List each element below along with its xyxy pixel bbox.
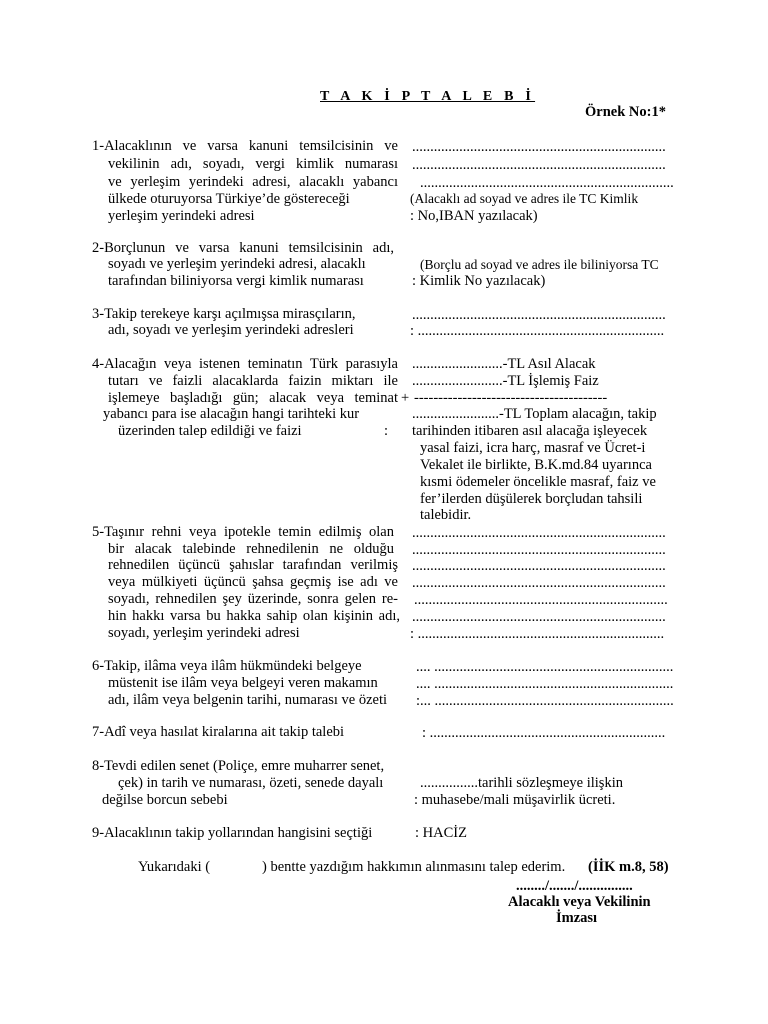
- section-1-note: (Alacaklı ad soyad ve adres ile TC Kimlik: [410, 191, 639, 206]
- section-4-note: fer’ilerden düşülerek borçludan tahsili: [420, 491, 643, 507]
- section-5-line: hin hakkı varsa bu hakka sahip olan kişinin adı,: [108, 608, 400, 624]
- section-5-line: rehnedilen üçüncü şahıslar tarafından verilmiş: [108, 557, 398, 573]
- section-6-line: adı, ilâm veya belgenin tarihi, numarası ve özeti: [108, 692, 388, 708]
- section-6-line: müstenit ise ilâm veya belgeyi veren makamın: [108, 675, 378, 691]
- section-5-line: veya mülkiyeti üçüncü şahsa geçmiş ise adı ve: [108, 574, 398, 590]
- section-1-line: vekilinin adı, soyadı, vergi kimlik numarası: [108, 156, 398, 172]
- principal-amount-line: .........................-TL Asıl Alacak: [412, 356, 596, 372]
- section-6-line: 6-Takip, ilâma veya ilâm hükmündeki belgeye: [92, 658, 362, 674]
- section-4-line: üzerinden talep edildiği ve faizi: [118, 423, 302, 439]
- section-5-line: 5-Taşınır rehni veya ipotekle temin edilmiş olan: [92, 524, 394, 540]
- section-8-line: değilse borcun sebebi: [102, 792, 228, 808]
- section-1-line: yerleşim yerindeki adresi: [108, 208, 255, 224]
- section-1-fill-line: ......................................................................: [412, 157, 666, 173]
- law-reference: (İİK m.8, 58): [588, 859, 669, 875]
- section-3-line: 3-Takip terekeye karşı açılmışsa mirasçıların,: [92, 306, 356, 322]
- section-2-line: tarafından biliniyorsa vergi kimlik numarası: [108, 273, 364, 289]
- section-4-note: tarihinden itibaren asıl alacağa işleyecek: [412, 423, 648, 439]
- section-5-line: bir alacak talebinde rehnedilenin ne olduğu: [108, 541, 394, 557]
- section-4-plus-sign: +: [401, 390, 410, 406]
- section-6-fill-line: :... ..................................................................: [416, 693, 674, 709]
- sum-divider: ----------------------------------------: [414, 390, 608, 406]
- section-4-line: 4-Alacağın veya istenen teminatın Türk parasıyla: [92, 356, 398, 372]
- section-4-line: işlemeye başladığı gün; alacak veya teminat: [108, 390, 398, 406]
- request-text-prefix: Yukarıdaki (: [138, 859, 211, 875]
- collection-method: : HACİZ: [415, 825, 467, 841]
- section-4-line: yabancı para ise alacağın hangi tarihteki kur: [103, 406, 360, 422]
- section-1-note: : No,IBAN yazılacak): [410, 208, 538, 224]
- accrued-interest-line: .........................-TL İşlemiş Faiz: [412, 373, 599, 389]
- section-2-line: soyadı ve yerleşim yerindeki adresi, alacaklı: [108, 256, 366, 272]
- page-title: T A K İ P T A L E B İ: [320, 89, 536, 104]
- section-7-line: 7-Adî veya hasılat kiralarına ait takip talebi: [92, 724, 345, 740]
- section-9-line: 9-Alacaklının takip yollarından hangisini seçtiği: [92, 825, 373, 841]
- section-6-fill-line: .... ..................................................................: [416, 659, 674, 675]
- section-5-fill-line: ......................................................................: [412, 558, 666, 574]
- section-8-note: ................tarihli sözleşmeye ilişkin: [420, 775, 623, 791]
- section-4-note: kısmi ödemeler öncelikle masraf, faiz ve: [420, 474, 656, 490]
- signature-label-2: İmzası: [556, 910, 598, 926]
- section-1-line: ülkede oturuyorsa Türkiye’de göstereceği: [108, 191, 350, 207]
- section-3-fill-line: ......................................................................: [412, 307, 666, 323]
- section-5-fill-line: ......................................................................: [412, 609, 666, 625]
- section-7-fill-line: : .................................................................: [422, 725, 666, 741]
- section-1-fill-line: ......................................................................: [420, 175, 674, 191]
- section-5-fill-line: ......................................................................: [412, 525, 666, 541]
- section-5-fill-line: ......................................................................: [412, 575, 666, 591]
- section-2-line: 2-Borçlunun ve varsa kanuni temsilcisinin adı,: [92, 240, 394, 256]
- section-1-line: 1-Alacaklının ve varsa kanuni temsilcisinin ve: [92, 138, 398, 154]
- date-line: ......../......./...............: [516, 878, 633, 894]
- section-4-line: tutarı ve faizli alacaklarda faizin miktarı ile: [108, 373, 398, 389]
- signature-label: Alacaklı veya Vekilinin: [508, 894, 651, 910]
- section-5-fill-line: ......................................................................: [412, 542, 666, 558]
- section-4-note: Vekalet ile birlikte, B.K.md.84 uyarınca: [420, 457, 652, 473]
- section-8-line: 8-Tevdi edilen senet (Poliçe, emre muharrer senet,: [92, 758, 385, 774]
- section-6-fill-line: .... ..................................................................: [416, 676, 674, 692]
- section-8-note: : muhasebe/mali müşavirlik ücreti.: [414, 792, 616, 808]
- request-text-suffix: ) bentte yazdığım hakkımın alınmasını talep ederim.: [262, 859, 566, 875]
- section-4-note: yasal faizi, icra harç, masraf ve Ücret-i: [420, 440, 646, 456]
- section-2-note: : Kimlik No yazılacak): [412, 273, 546, 289]
- section-1-line: ve yerleşim yerindeki adresi, alacaklı yabancı: [108, 174, 398, 190]
- section-2-note: (Borçlu ad soyad ve adres ile biliniyorsa TC: [420, 257, 659, 272]
- total-amount-line: ........................-TL Toplam alacağın, takip: [412, 406, 657, 422]
- section-8-line: çek) in tarih ve numarası, özeti, senede dayalı: [118, 775, 384, 791]
- section-4-note: talebidir.: [420, 507, 472, 523]
- section-5-line: soyadı, rehnedilen şey üzerinde, sonra gelen re-: [108, 591, 398, 607]
- section-3-fill-line: : ....................................................................: [410, 323, 665, 339]
- section-5-fill-line: ......................................................................: [414, 592, 668, 608]
- section-4-colon: :: [384, 423, 389, 439]
- section-3-line: adı, soyadı ve yerleşim yerindeki adresleri: [108, 322, 354, 338]
- section-1-fill-line: ......................................................................: [412, 139, 666, 155]
- section-5-fill-line: : ....................................................................: [410, 626, 665, 642]
- sample-number: Örnek No:1*: [585, 104, 666, 120]
- section-5-line: soyadı, yerleşim yerindeki adresi: [108, 625, 300, 641]
